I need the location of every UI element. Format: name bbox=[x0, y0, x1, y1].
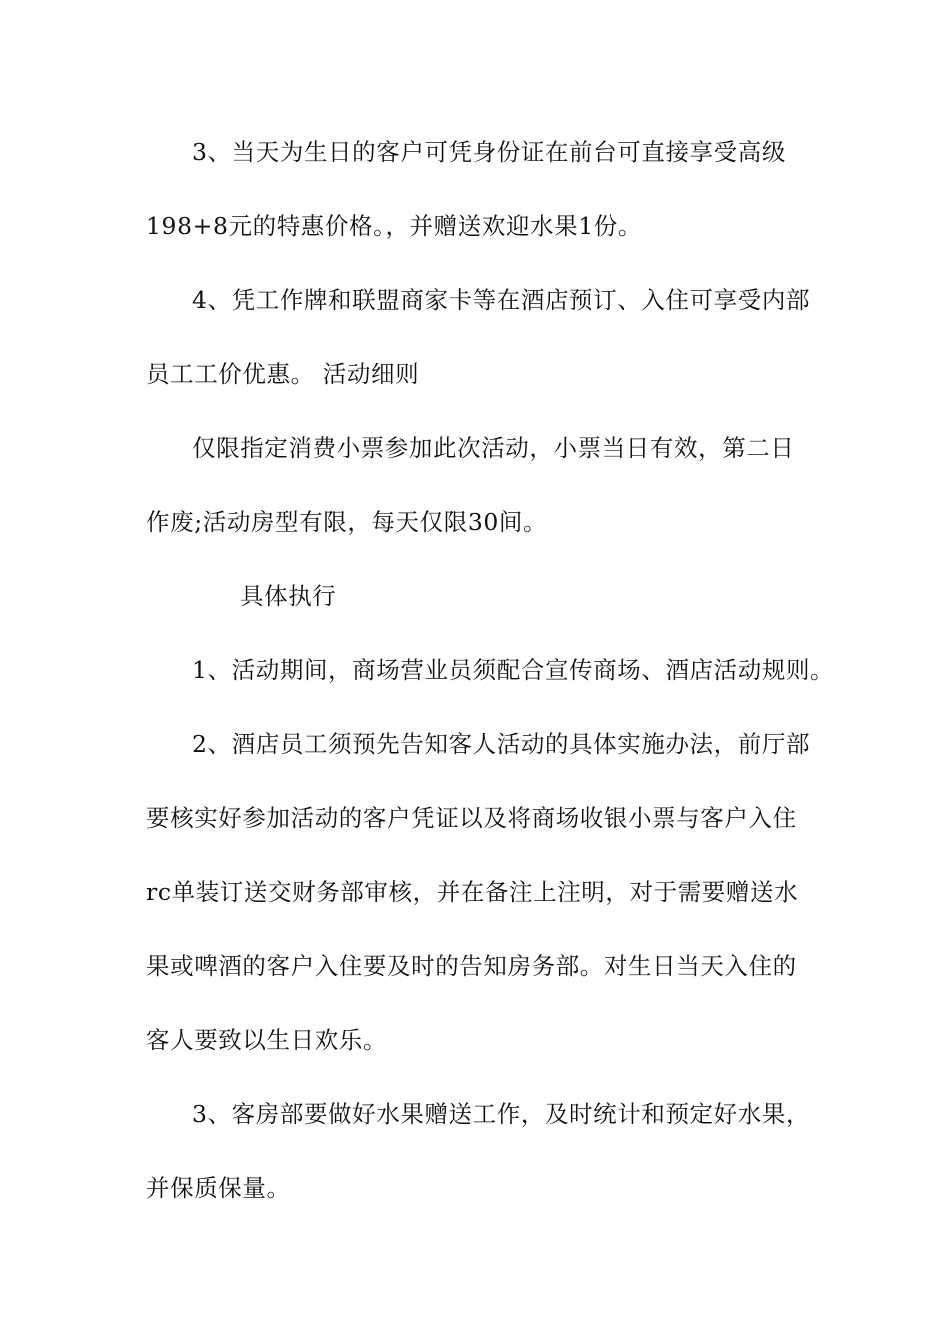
paragraph-line: 客人要致以生日欢乐。 bbox=[146, 1026, 387, 1054]
paragraph-line: 员工工价优惠。 活动细则 bbox=[146, 360, 420, 388]
paragraph-line: 3、客房部要做好水果赠送工作，及时统计和预定好水果， bbox=[192, 1100, 811, 1128]
paragraph-line: 果或啤酒的客户入住要及时的告知房务部。对生日当天入住的 bbox=[146, 952, 797, 980]
paragraph-line: 198+8元的特惠价格。，并赠送欢迎水果1份。 bbox=[146, 212, 642, 240]
paragraph-line: 4、凭工作牌和联盟商家卡等在酒店预订、入住可享受内部 bbox=[192, 286, 811, 314]
paragraph-line: 1、活动期间，商场营业员须配合宣传商场、酒店活动规则。 bbox=[192, 656, 835, 684]
paragraph-line: rc单装订送交财务部审核，并在备注上注明，对于需要赠送水 bbox=[146, 878, 799, 906]
paragraph-line: 仅限指定消费小票参加此次活动，小票当日有效，第二日 bbox=[192, 434, 795, 462]
paragraph-line: 作废;活动房型有限，每天仅限30间。 bbox=[146, 508, 548, 536]
section-heading: 具体执行 bbox=[240, 582, 337, 610]
paragraph-line: 并保质保量。 bbox=[146, 1174, 291, 1202]
paragraph-line: 3、当天为生日的客户可凭身份证在前台可直接享受高级 bbox=[192, 138, 786, 166]
paragraph-line: 2、酒店员工须预先告知客人活动的具体实施办法，前厅部 bbox=[192, 730, 811, 758]
paragraph-line: 要核实好参加活动的客户凭证以及将商场收银小票与客户入住 bbox=[146, 804, 797, 832]
